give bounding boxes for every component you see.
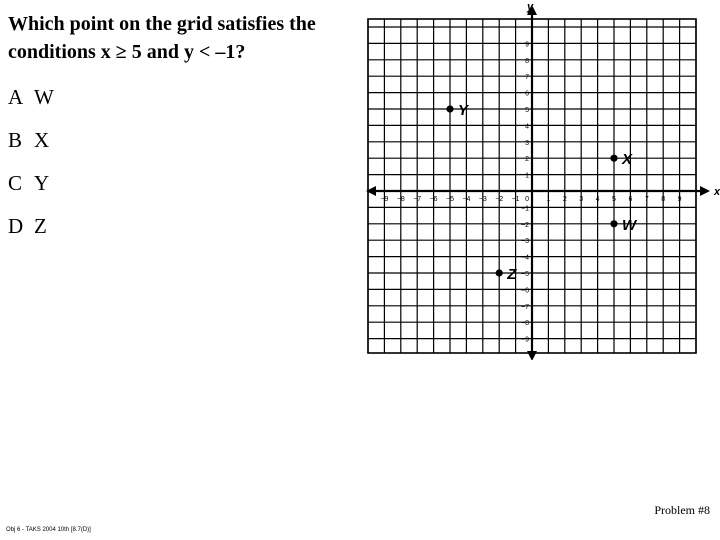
point-w-label: W: [622, 216, 637, 234]
y-tick-label: 2: [525, 156, 529, 164]
origin-label: 0: [525, 196, 529, 203]
y-tick-label: −9: [521, 336, 529, 344]
x-tick-label: −4: [462, 196, 471, 203]
x-axis-label: x: [714, 186, 720, 198]
source-citation: Obj 6 - TAKS 2004 10th [8.7(D)]: [6, 527, 91, 533]
y-tick-label: 1: [525, 172, 529, 180]
y-tick-label: −7: [521, 303, 529, 311]
point-x-label: X: [622, 151, 633, 169]
choice-c[interactable]: [8, 171, 49, 195]
y-axis-label: y: [526, 1, 534, 13]
choice-letter: B: [8, 128, 23, 152]
y-tick-label: −4: [521, 254, 529, 262]
y-axis-arrow-down: [527, 351, 537, 360]
y-tick-label: −1: [521, 205, 529, 213]
x-tick-label: 5: [612, 196, 616, 203]
choice-letter: A: [8, 85, 24, 109]
y-tick-label: 3: [525, 139, 529, 147]
y-tick-label: 5: [525, 107, 529, 114]
choice-d[interactable]: [8, 214, 47, 238]
point-y-marker: [446, 105, 453, 112]
x-tick-label: −2: [495, 196, 504, 203]
x-axis-arrow-right: [700, 186, 710, 196]
x-tick-label: −3: [478, 196, 487, 203]
x-tick-label: 9: [677, 196, 682, 203]
x-tick-label: −5: [446, 196, 454, 203]
y-tick-label: 9: [525, 41, 529, 49]
choice-text: Y: [34, 171, 50, 195]
choice-letter: C: [8, 171, 23, 195]
y-tick-label: 8: [525, 57, 529, 65]
point-y-label: Y: [458, 102, 469, 119]
x-tick-label: −1: [511, 196, 520, 203]
question-text: Which point on the grid satisfies the conditions x ≥ 5 and y < –1?: [8, 13, 316, 63]
point-z-label: Z: [507, 266, 517, 283]
y-tick-label: −8: [521, 320, 529, 328]
point-w-marker: [610, 220, 617, 227]
x-tick-label: −7: [413, 196, 422, 203]
x-tick-label: 4: [595, 196, 600, 203]
y-tick-label: 7: [525, 74, 529, 82]
x-tick-label: −6: [429, 196, 438, 203]
x-tick-label: −8: [396, 196, 405, 203]
choice-b[interactable]: [8, 128, 49, 152]
x-tick-label: 2: [562, 196, 567, 203]
choice-text: X: [34, 128, 50, 152]
point-x-marker: [610, 155, 617, 162]
coordinate-grid: [360, 0, 720, 360]
y-tick-label: −6: [521, 287, 529, 295]
y-tick-label: 6: [525, 90, 529, 98]
x-tick-label: 1: [546, 196, 551, 203]
choice-text: W: [34, 85, 54, 109]
choice-a[interactable]: [8, 85, 54, 109]
x-tick-label: 8: [661, 196, 666, 203]
x-tick-label: 7: [644, 196, 649, 203]
problem-number: Problem #8: [654, 503, 710, 517]
plotted-points: [446, 102, 638, 283]
y-tick-label: −5: [521, 271, 529, 278]
x-tick-label: 6: [628, 196, 633, 203]
y-tick-label: −3: [521, 238, 529, 246]
x-tick-label: −9: [380, 196, 389, 203]
y-tick-label: 4: [525, 123, 529, 131]
choice-text: Z: [34, 214, 47, 238]
point-z-marker: [496, 269, 503, 276]
x-tick-label: 3: [579, 196, 584, 203]
y-tick-label: −2: [521, 221, 529, 229]
choice-letter: D: [8, 214, 24, 238]
